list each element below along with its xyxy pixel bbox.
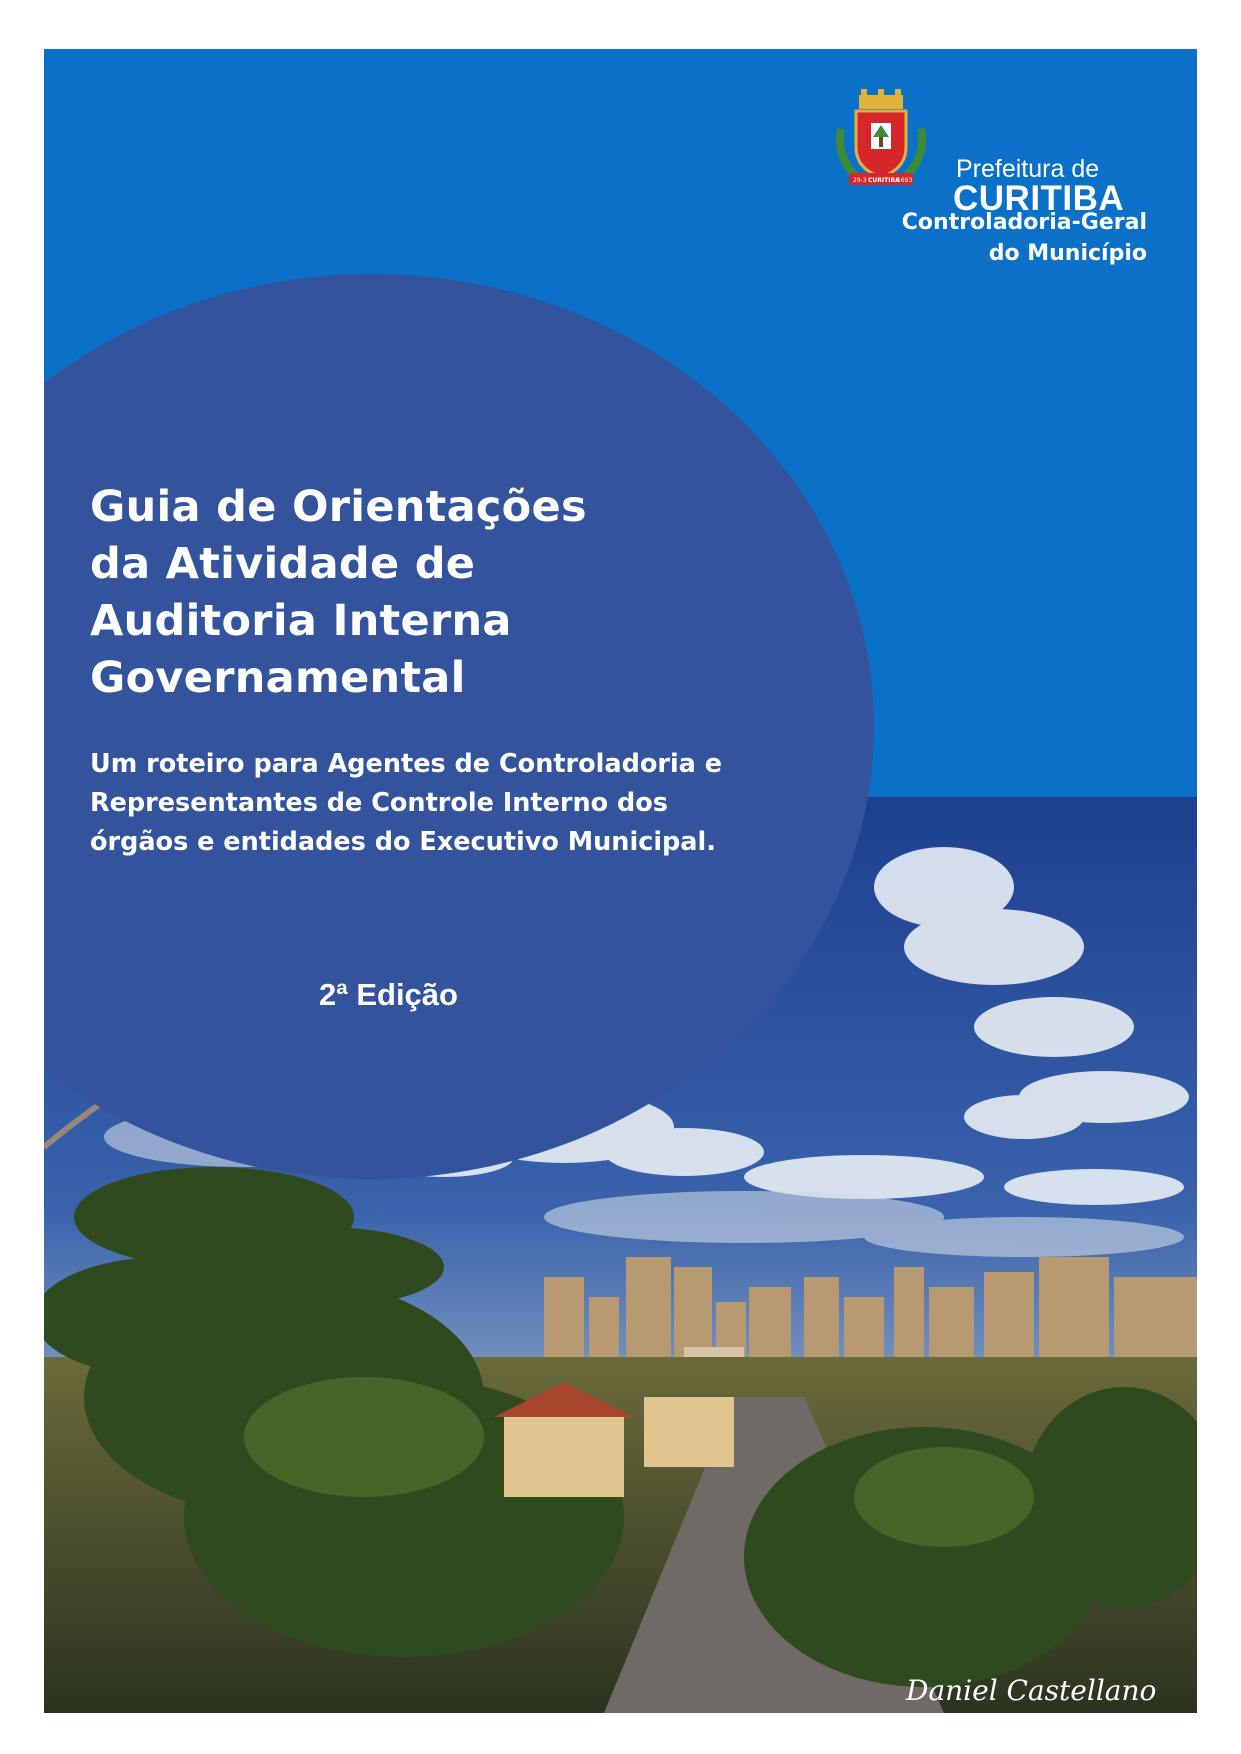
title-line: Governamental [90, 653, 466, 703]
title-line: Auditoria Interna [90, 596, 512, 646]
subtitle-line: Um roteiro para Agentes de Controladoria e [90, 749, 723, 779]
subtitle-line: Representantes de Controle Interno dos [90, 788, 668, 818]
department-line: Controladoria-Geral [901, 210, 1147, 235]
title-line: da Atividade de [90, 539, 476, 589]
org-name-line1: Prefeitura de [956, 155, 1100, 183]
crest-left-text: 29-3 [853, 177, 867, 184]
document-title [90, 479, 730, 707]
edition-label: 2ª Edição [319, 977, 458, 1012]
title-line: Guia de Orientações [90, 482, 587, 532]
document-subtitle [90, 745, 810, 862]
department-line: do Município [988, 241, 1147, 266]
crest-banner-text: CURITIBA [868, 177, 900, 184]
coat-of-arms-icon [831, 89, 931, 189]
subtitle-line: órgãos e entidades do Executivo Municipal. [90, 827, 716, 857]
photo-credit: Daniel Castellano [906, 1674, 1157, 1707]
org-name-line2: CURITIBA [953, 179, 1125, 218]
cover-page [44, 49, 1197, 1713]
crest-right-text: 1693 [897, 177, 913, 184]
department-name [902, 207, 1147, 269]
